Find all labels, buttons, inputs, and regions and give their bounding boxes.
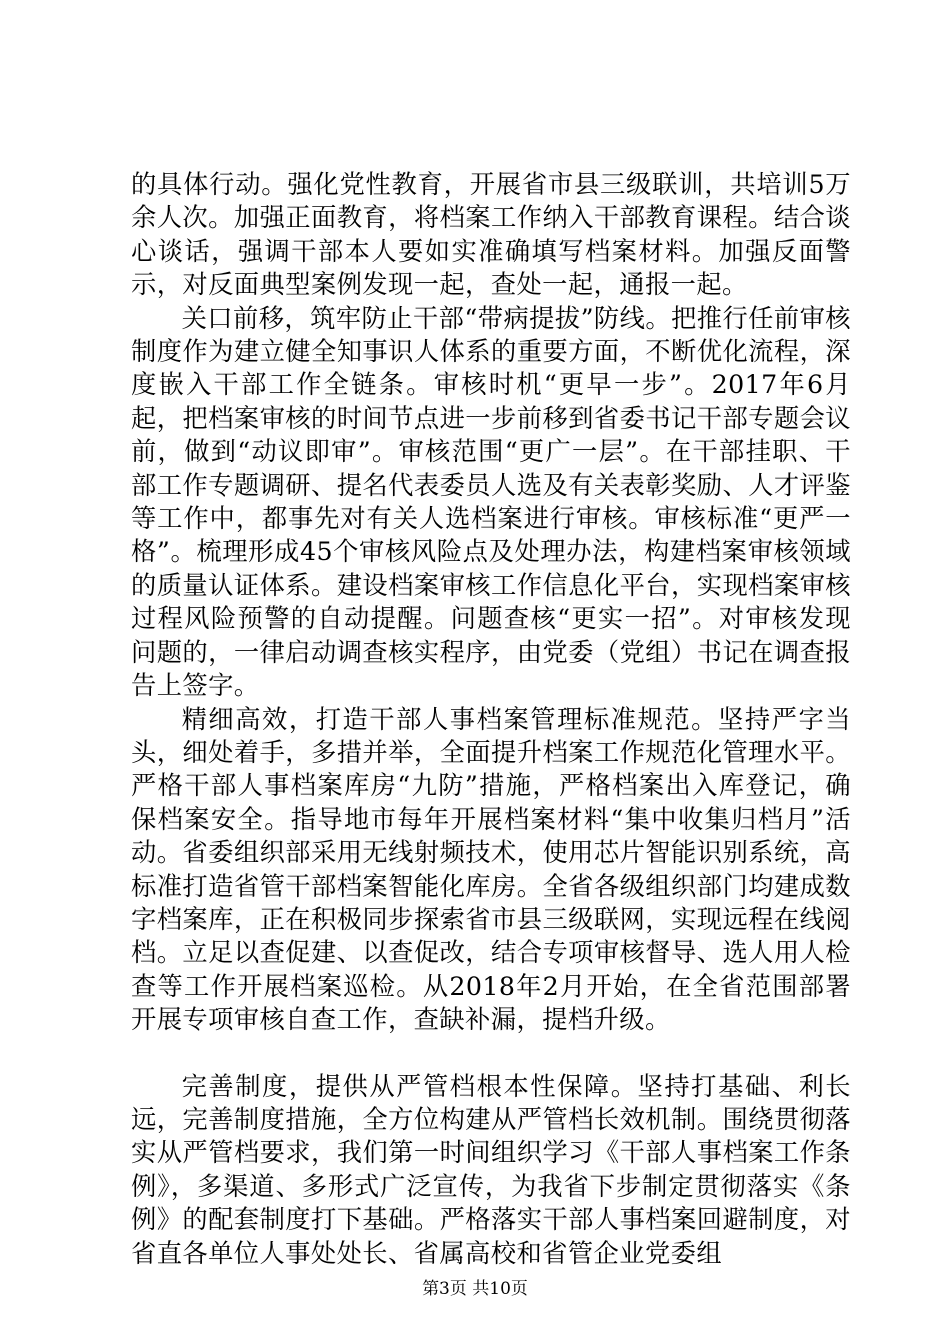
paragraph-4: 完善制度，提供从严管档根本性保障。坚持打基础、利长远，完善制度措施，全方位构建从严管档长效机制。围绕贯彻落实从严管档要求，我们第一时间组织学习《干部人事档案工作条例》，多渠道、多形式广泛宣传，为我省下步制定贯彻落实《条例》的配套制度打下基础。严格落实干部人事档案回避制度，对省直各单位人事处处长、省属高校和省管企业党委组 [131,1071,851,1268]
paragraph-gap [131,1037,851,1070]
paragraph-1: 的具体行动。强化党性教育，开展省市县三级联训，共培训5万余人次。加强正面教育，将档案工作纳入干部教育课程。结合谈心谈话，强调干部本人要如实准确填写档案材料。加强反面警示，对反面典型案例发现一起，查处一起，通报一起。 [131,170,851,300]
paragraph-3: 精细高效，打造干部人事档案管理标准规范。坚持严字当头，细处着手，多措并举，全面提升档案工作规范化管理水平。严格干部人事档案库房“九防”措施，严格档案出入库登记，确保档案安全。指导地市每年开展档案材料“集中收集归档月”活动。省委组织部采用无线射频技术，使用芯片智能识别系统，高标准打造省管干部档案智能化库房。全省各级组织部门均建成数字档案库，正在积极同步探索省市县三级联网，实现远程在线阅档。立足以查促建、以查促改，结合专项审核督导、选人用人检查等工作开展档案巡检。从2018年2月开始，在全省范围部署开展专项审核自查工作，查缺补漏，提档升级。 [131,704,851,1035]
document-body [131,168,851,1270]
paragraph-2: 关口前移，筑牢防止干部“带病提拔”防线。把推行任前审核制度作为建立健全知事识人体系的重要方面，不断优化流程，深度嵌入干部工作全链条。审核时机“更早一步”。2017年6月起，把档案审核的时间节点进一步前移到省委书记干部专题会议前，做到“动议即审”。审核范围“更广一层”。在干部挂职、干部工作专题调研、提名代表委员人选及有关表彰奖励、人才评鉴等工作中，都事先对有关人选档案进行审核。审核标准“更严一格”。梳理形成45个审核风险点及处理办法，构建档案审核领域的质量认证体系。建设档案审核工作信息化平台，实现档案审核过程风险预警的自动提醒。问题查核“更实一招”。对审核发现问题的，一律启动调查核实程序，由党委（党组）书记在调查报告上签字。 [131,303,851,701]
page-footer: 第3页 共10页 [422,1279,528,1299]
